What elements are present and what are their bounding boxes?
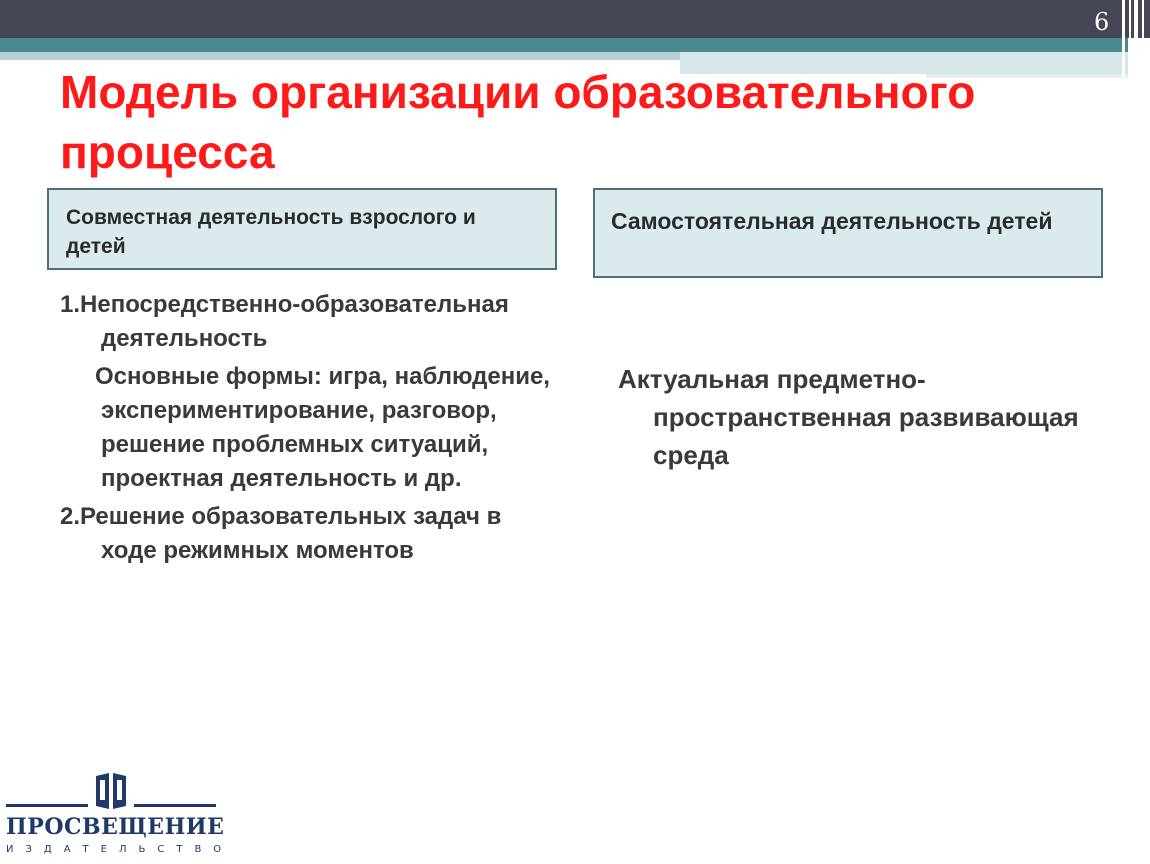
logo-name: ПРОСВЕЩЕНИЕ <box>6 814 225 840</box>
list-item-direct-education: 1.Непосредственно-образовательная деятельность <box>60 291 509 352</box>
list-subitem-main-forms: Основные формы: игра, наблюдение, экспериментирование, разговор, решение проблемных ситуаций, проектная деятельность и др. <box>95 363 550 492</box>
joint-activity-list <box>60 288 560 568</box>
prosveshchenie-emblem-icon <box>92 770 130 812</box>
slide-title: Модель организации образовательного процесса <box>60 66 976 178</box>
list-item-routine-moments: 2.Решение образовательных задач в ходе режимных моментов <box>60 503 502 564</box>
joint-activity-header: Совместная деятельность взрослого и детей <box>47 188 557 270</box>
slide-number: 6 <box>1094 8 1110 36</box>
logo-line-right <box>134 804 216 807</box>
logo-line-left <box>6 804 88 807</box>
independent-activity-header: Самостоятельная деятельность детей <box>593 188 1103 278</box>
logo-subtitle: ИЗДАТЕЛЬСТВО <box>6 844 234 855</box>
publisher-logo <box>0 768 234 864</box>
accent-band-light <box>0 52 680 60</box>
header-band <box>0 0 1150 38</box>
decorative-stripes <box>1120 0 1150 78</box>
environment-text: Актуальная предметно-пространственная развивающая среда <box>618 364 1079 470</box>
accent-band <box>0 38 1128 52</box>
